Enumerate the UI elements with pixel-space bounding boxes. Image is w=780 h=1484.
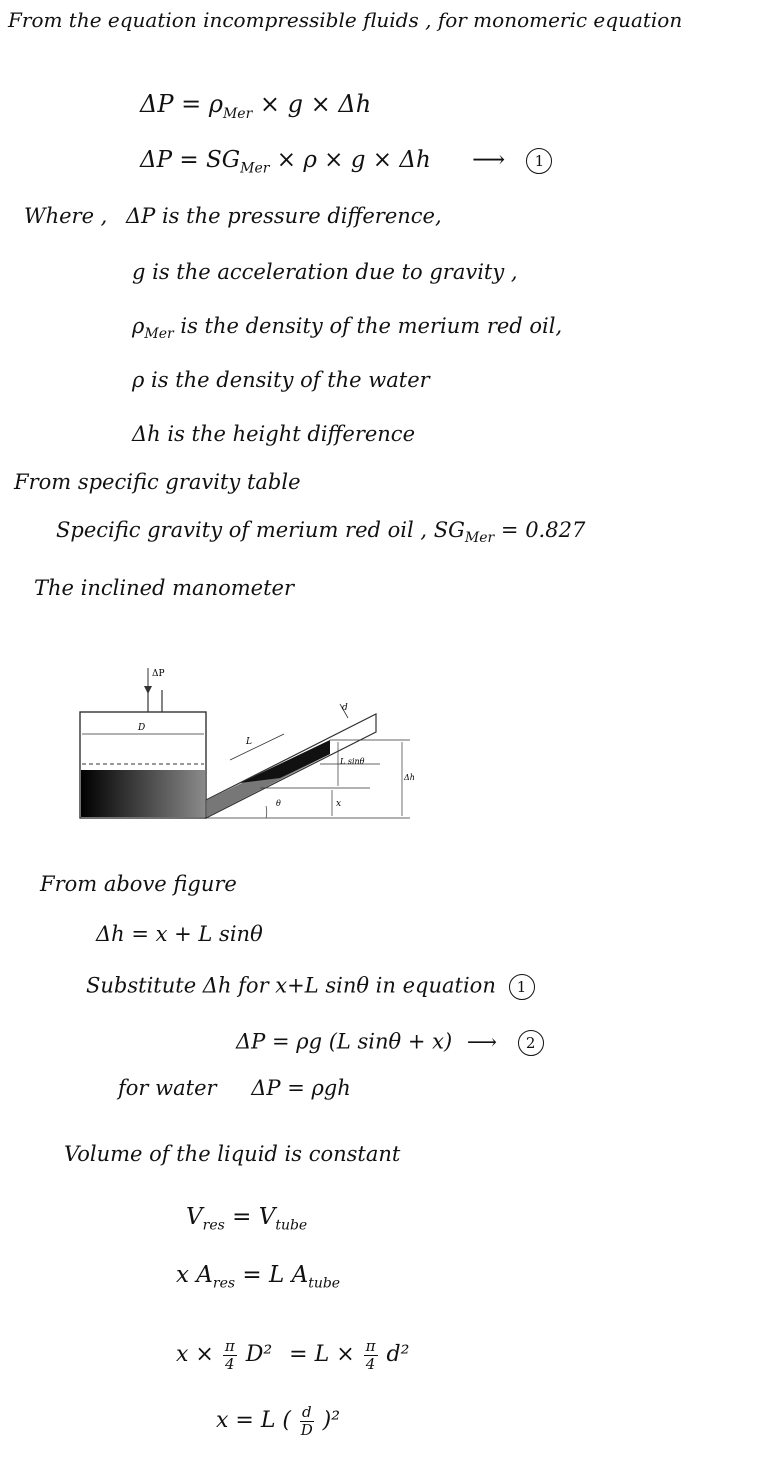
substitute-tag: 1 (509, 974, 535, 1000)
dp-arrow-head (144, 686, 152, 694)
inclined-manometer-diagram (70, 660, 430, 830)
sg-line-value: = 0.827 (500, 518, 586, 542)
where-rho-mer-sub: Mer (144, 326, 174, 343)
v2-a-sub: res (212, 1275, 236, 1292)
eq2-lhs: ΔP = (140, 147, 199, 173)
eq3-arrow: ⟶ (466, 1029, 497, 1054)
label-theta: θ (276, 799, 281, 808)
eq2-arrow: ⟶ (472, 147, 506, 173)
v4-den: D (300, 1420, 313, 1439)
eq2-sg-sub: Mer (240, 160, 270, 177)
label-big-d: D (138, 723, 146, 733)
eq1-rho-sub: Mer (222, 105, 253, 122)
sg-table-heading: From specific gravity table (14, 470, 301, 494)
equation-1 (140, 92, 371, 121)
volume-equation-4 (216, 1404, 340, 1438)
water-line (118, 1078, 351, 1099)
intro-text: From the equation incompressible fluids , for monomeric equation (8, 8, 683, 32)
water-equation: ΔP = ρgh (251, 1076, 351, 1100)
substitute-text: Substitute Δh for x+L sinθ in equation (86, 973, 496, 998)
label-x: x (336, 799, 342, 809)
eq1-rhs: × g × Δh (259, 90, 372, 118)
v4-fraction (300, 1404, 314, 1438)
v3-right-b: d² (386, 1342, 410, 1367)
v3-mid: = L × (289, 1342, 355, 1367)
where-lead: Where , (24, 204, 108, 228)
label-small-d: d (342, 703, 348, 713)
v3-left-pi: π (224, 1337, 235, 1355)
theta-arc (266, 806, 267, 818)
sg-line-text: Specific gravity of merium red oil , (56, 518, 428, 542)
volume-equation-2 (176, 1264, 340, 1291)
eq1-lhs: ΔP = (140, 90, 202, 118)
v3-right-four: 4 (365, 1354, 376, 1373)
reservoir-fluid (81, 770, 205, 817)
v2-mid: = (242, 1262, 262, 1288)
equation-2 (140, 148, 552, 176)
sg-line-sub: Mer (464, 530, 495, 547)
l-dimension-line (230, 734, 284, 760)
v2-b-sub: tube (308, 1275, 341, 1292)
label-lsin: L sinθ (340, 757, 365, 766)
volume-equation-3 (176, 1338, 409, 1372)
where-item-dp: ΔP is the pressure difference, (126, 204, 442, 228)
eq2-rhs: × ρ × g × Δh (276, 147, 431, 173)
v3-left-fraction (223, 1338, 237, 1372)
where-item-dh: Δh is the height difference (132, 422, 415, 446)
eq3-text: ΔP = ρg (L sinθ + x) (236, 1029, 453, 1054)
volume-equation-1 (186, 1206, 307, 1233)
label-dp: ΔP (152, 669, 165, 679)
substitute-line (86, 974, 535, 1000)
eq2-tag: 1 (526, 148, 552, 174)
eq2-sg: SG (205, 147, 241, 173)
v2-b: L A (268, 1262, 309, 1288)
v1-a: V (186, 1204, 203, 1230)
manometer-heading: The inclined manometer (34, 576, 294, 600)
v1-a-sub: res (202, 1217, 225, 1234)
where-item-g: g is the acceleration due to gravity , (132, 260, 518, 284)
label-l: L (246, 737, 252, 747)
dh-equation: Δh = x + L sinθ (96, 922, 263, 946)
where-rho-mer-symbol: ρ (132, 314, 145, 338)
v1-b-sub: tube (275, 1217, 308, 1234)
equation-3 (236, 1030, 544, 1056)
v3-right-fraction (364, 1338, 378, 1372)
where-rho-mer-text: is the density of the merium red oil, (180, 314, 563, 338)
label-dh: Δh (404, 773, 415, 782)
v4-lhs: x = L ( (216, 1408, 292, 1433)
from-figure-heading: From above figure (40, 872, 237, 896)
volume-constant-line: Volume of the liquid is constant (64, 1142, 401, 1166)
v4-num: d (302, 1403, 312, 1421)
v3-left-b: D² (245, 1342, 273, 1367)
sg-line (56, 520, 585, 545)
v3-right-pi: π (365, 1337, 376, 1355)
sg-line-symbol: SG (433, 518, 465, 542)
v3-left-a: x × (176, 1342, 214, 1367)
where-item-rho-mer (132, 316, 562, 341)
v2-a: x A (176, 1262, 213, 1288)
v3-left-four: 4 (225, 1354, 235, 1373)
v4-rhs: )² (322, 1408, 341, 1433)
water-label: for water (118, 1076, 217, 1100)
where-item-rho: ρ is the density of the water (132, 368, 430, 392)
eq3-tag: 2 (518, 1030, 544, 1056)
v1-mid: = (232, 1204, 252, 1230)
v1-b: V (258, 1204, 276, 1230)
eq1-rho: ρ (208, 90, 223, 118)
